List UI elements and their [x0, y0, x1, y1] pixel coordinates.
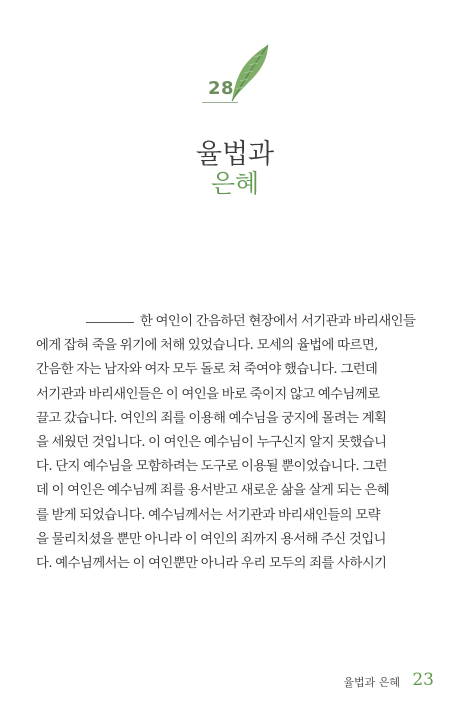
body-line: 다. 예수님께서는 이 여인뿐만 아니라 우리 모두의 죄를 사하시기	[36, 555, 387, 571]
body-line: 서기관과 바리새인들은 이 여인을 바로 죽이지 않고 예수님께로	[36, 386, 380, 402]
body-line: 을 세웠던 것입니다. 이 여인은 예수님이 누구신지 알지 못했습니	[36, 434, 387, 450]
body-line: 다. 단지 예수님을 모함하려는 도구로 이용될 뿐이었습니다. 그런	[36, 459, 388, 475]
body-line: 끌고 갔습니다. 여인의 죄를 이용해 예수님을 궁지에 몰려는 계획	[36, 410, 387, 426]
chapter-title-line1: 율법과	[195, 139, 275, 170]
body-line: 를 받게 되었습니다. 예수님께서는 서기관과 바리새인들의 모략	[36, 507, 381, 523]
chapter-title-line2: 은혜	[210, 169, 260, 198]
chapter-number-underline	[202, 102, 238, 103]
body-text	[36, 310, 438, 576]
body-line: 을 물리치셨을 뿐만 아니라 이 여인의 죄까지 용서해 주신 것입니	[36, 531, 387, 547]
body-line: 한 여인이 간음하던 현장에서 서기관과 바리새인들	[36, 310, 438, 334]
chapter-number: 28	[207, 78, 235, 99]
body-line: 데 이 여인은 예수님께 죄를 용서받고 새로운 삶을 살게 되는 은혜	[36, 483, 390, 499]
body-line: 간음한 자는 남자와 여자 모두 돌로 쳐 죽여야 했습니다. 그런데	[36, 362, 378, 378]
page-number: 23	[412, 670, 434, 690]
em-dash-rule	[86, 322, 134, 323]
running-head: 율법과 은혜	[343, 676, 400, 689]
body-line: 에게 잡혀 죽을 위기에 처해 있었습니다. 모세의 율법에 따르면,	[36, 338, 378, 354]
